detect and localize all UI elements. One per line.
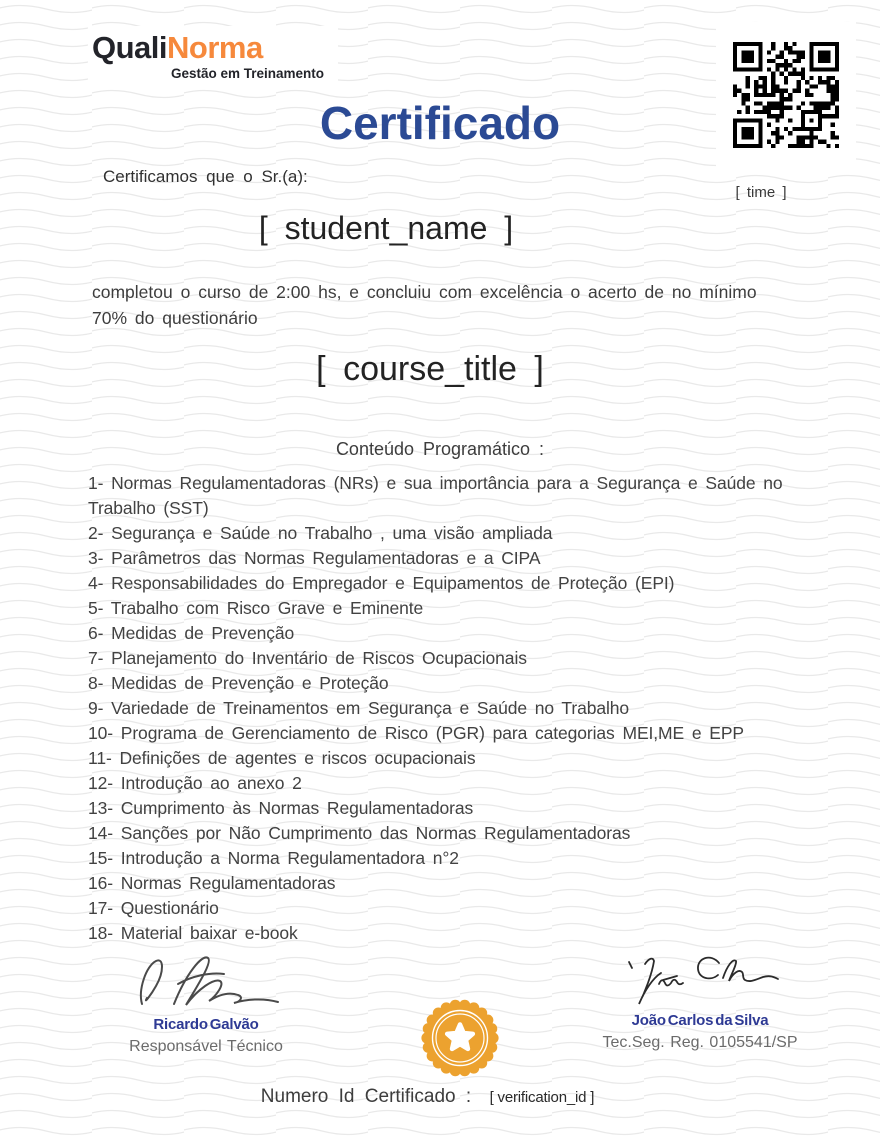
- award-seal-badge: [421, 999, 499, 1077]
- logo-tagline: Gestão em Treinamento: [170, 65, 324, 81]
- id-label: Numero Id Certificado :: [260, 1086, 472, 1107]
- program-item: 8- Medidas de Prevenção e Proteção: [88, 673, 389, 693]
- brand-text: [92, 32, 328, 65]
- program-item: 13- Cumprimento às Normas Regulamentadoras: [88, 798, 474, 818]
- completion-text: [92, 279, 792, 331]
- certificate-title: Certificado: [319, 97, 561, 149]
- star-icon: [421, 999, 499, 1077]
- signer-name: João Carlos da Silva: [631, 1012, 769, 1029]
- program-item: 4- Responsabilidades do Empregador e Equipamentos de Proteção (EPI): [88, 573, 675, 593]
- program-item: 1- Normas Regulamentadoras (NRs) e sua importância para a Segurança e Saúde no Trabalho (SST): [88, 473, 783, 518]
- completion-line-1: completou o curso de 2:00 hs, e concluiu com excelência o acerto de no mínimo: [92, 282, 757, 302]
- program-item: 17- Questionário: [88, 898, 219, 918]
- program-item: 11- Definições de agentes e riscos ocupacionais: [88, 748, 476, 768]
- program-item: 12- Introdução ao anexo 2: [88, 773, 302, 793]
- completion-line-2: 70% do questionário: [92, 308, 258, 328]
- program-item: 5- Trabalho com Risco Grave e Eminente: [88, 598, 424, 618]
- course-title-placeholder: [ course_title ]: [316, 350, 544, 388]
- left-signature-block: [106, 952, 306, 1056]
- verification-id-placeholder: [ verification_id ]: [489, 1089, 595, 1106]
- program-item: 2- Segurança e Saúde no Trabalho , uma visão ampliada: [88, 523, 553, 543]
- brand-norma: Norma: [167, 30, 263, 65]
- program-heading: Conteúdo Programático :: [335, 439, 545, 459]
- brand-quali: Quali: [92, 30, 168, 65]
- signer-name: Ricardo Galvão: [153, 1016, 259, 1033]
- program-item: 18- Material baixar e-book: [88, 923, 298, 943]
- program-item: 16- Normas Regulamentadoras: [88, 873, 336, 893]
- program-item: 10- Programa de Gerenciamento de Risco (PGR) para categorias MEI,ME e EPP: [88, 723, 744, 743]
- signer-role: Responsável Técnico: [129, 1038, 283, 1055]
- program-item: 9- Variedade de Treinamentos em Segurança e Saúde no Trabalho: [88, 698, 630, 718]
- program-list: [88, 471, 794, 946]
- program-item: 14- Sanções por Não Cumprimento das Normas Regulamentadoras: [88, 823, 631, 843]
- program-item: 3- Parâmetros das Normas Regulamentadoras e a CIPA: [88, 548, 541, 568]
- ricardo-signature-scribble: [116, 952, 296, 1014]
- program-item: 6- Medidas de Prevenção: [88, 623, 295, 643]
- time-placeholder: [ time ]: [735, 184, 787, 201]
- program-item: 7- Planejamento do Inventário de Riscos Ocupacionais: [88, 648, 527, 668]
- footer-id-line: [0, 1086, 855, 1108]
- signer-role: Tec.Seg. Reg. 0105541/SP: [602, 1034, 798, 1051]
- joao-signature-scribble: [615, 952, 785, 1010]
- program-item: 15- Introdução a Norma Regulamentadora n°2: [88, 848, 459, 868]
- salutation-text: Certificamos que o Sr.(a):: [103, 167, 308, 186]
- right-signature-block: [600, 952, 800, 1052]
- student-name-placeholder: [ student_name ]: [258, 210, 514, 246]
- qualinorma-logo: [88, 26, 338, 89]
